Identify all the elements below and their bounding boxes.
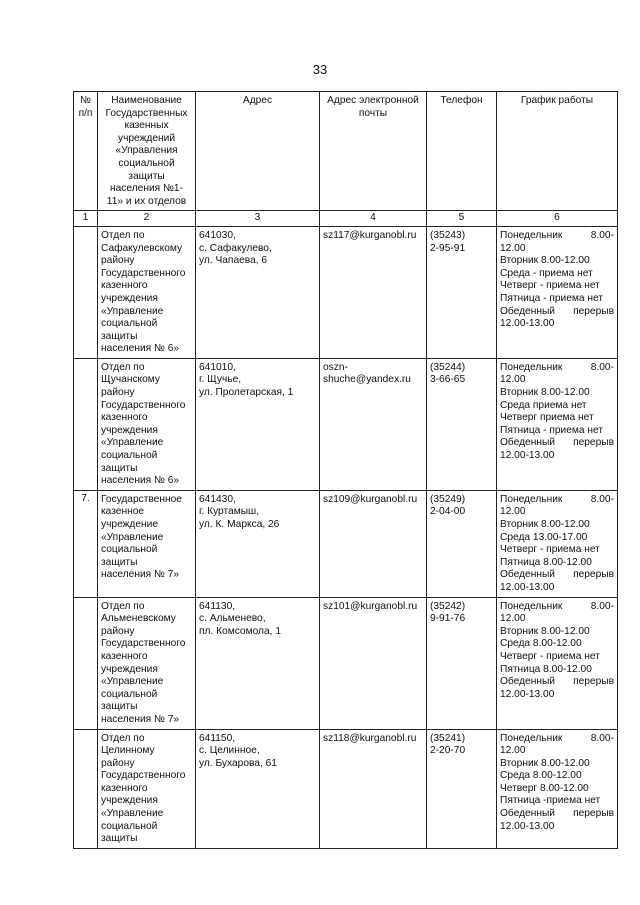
schedule-cell	[497, 490, 618, 597]
row-number	[74, 729, 98, 848]
email-cell	[320, 490, 427, 597]
page-number: 33	[312, 62, 328, 77]
institution-name-line: Государственного	[101, 638, 186, 650]
header-name-text-line: казенных	[124, 120, 169, 132]
schedule-text: Понедельник	[500, 229, 563, 241]
schedule-text: Пятница -приема нет	[500, 795, 601, 807]
institution-name-line: учреждения	[101, 292, 158, 304]
phone-line: (35243)	[430, 229, 466, 241]
institution-name-line: району	[101, 625, 135, 637]
schedule-line	[500, 808, 614, 821]
address	[199, 494, 316, 532]
header-email-text-line: почты	[358, 107, 388, 119]
row-number	[74, 358, 98, 490]
address-cell	[196, 226, 320, 358]
header-name-text-line: социальной	[118, 157, 175, 169]
schedule-text: 12.00-13.00	[500, 820, 555, 832]
header-row	[74, 92, 618, 211]
schedule-text: Вторник 8.00-12.00	[500, 387, 590, 399]
schedule-text: Пятница - приема нет	[500, 292, 604, 304]
phone	[430, 601, 493, 626]
schedule-line	[500, 243, 614, 256]
column-index: 4	[320, 211, 427, 227]
institution-name-line: Государственного	[101, 399, 186, 411]
institution-name-cell	[98, 226, 196, 358]
schedule-line	[500, 506, 614, 519]
institution-name-line: «Управление	[101, 808, 164, 820]
schedule-text: Вторник 8.00-12.00	[500, 255, 590, 267]
schedule-text: Обеденный	[500, 808, 555, 820]
address	[199, 733, 316, 771]
schedule-text: 12.00	[500, 506, 526, 518]
phone-line: 3-66-65	[430, 374, 466, 386]
address-line: ул. Пролетарская, 1	[199, 387, 294, 399]
schedule-text: 12.00	[500, 613, 526, 625]
address-line: ул. Чапаева, 6	[199, 255, 268, 267]
table-body	[74, 226, 618, 848]
schedule-text: Пятница 8.00-12.00	[500, 663, 592, 675]
schedule-line	[500, 821, 614, 834]
schedule-text: перерыв	[573, 808, 614, 820]
header-number-text-line: п/п	[78, 107, 93, 119]
work-schedule	[500, 230, 614, 331]
phone-line: (35249)	[430, 493, 466, 505]
phone-cell	[427, 226, 497, 358]
institution-name-line: Отдел по	[101, 361, 145, 373]
schedule-text: Обеденный	[500, 437, 555, 449]
schedule-text: Среда 13.00-17.00	[500, 531, 588, 543]
header-name-text-line: защиты	[128, 170, 165, 182]
schedule-text: Четверг - приема нет	[500, 650, 600, 662]
institution-name-line: защиты	[101, 330, 138, 342]
phone-line: (35241)	[430, 732, 466, 744]
schedule-text: 8.00-	[590, 732, 614, 744]
schedule-line	[500, 494, 614, 507]
schedule-line	[500, 638, 614, 651]
schedule-text: 12.00	[500, 745, 526, 757]
address-line: с. Сафакулево,	[199, 242, 272, 254]
schedule-line	[500, 745, 614, 758]
schedule-text: 12.00-13.00	[500, 450, 555, 462]
column-index-row	[74, 211, 618, 227]
institution-name-line: казенного	[101, 412, 148, 424]
address	[199, 601, 316, 639]
schedule-text: Понедельник	[500, 493, 563, 505]
address	[199, 362, 316, 400]
schedule-text: Обеденный	[500, 305, 555, 317]
institution-name-line: Отдел по	[101, 600, 145, 612]
institution-name-line: району	[101, 757, 135, 769]
schedule-text: 12.00	[500, 242, 526, 254]
schedule-line	[500, 374, 614, 387]
schedule-line	[500, 425, 614, 438]
schedule-line	[500, 400, 614, 413]
header-phone-text-line: Телефон	[440, 95, 483, 106]
schedule-text: перерыв	[573, 569, 614, 581]
phone	[430, 733, 493, 758]
schedule-text: 12.00-13.00	[500, 318, 555, 330]
header-address-text-line: Адрес	[242, 95, 273, 106]
address-line: с. Целинное,	[199, 745, 260, 757]
address	[199, 230, 316, 268]
phone	[430, 494, 493, 519]
column-index: 6	[497, 211, 618, 227]
schedule-cell	[497, 597, 618, 729]
header-name-text-line: «Управления	[115, 145, 178, 157]
phone	[430, 230, 493, 255]
schedule-text: перерыв	[573, 437, 614, 449]
institution-name-cell	[98, 358, 196, 490]
address-line: ул. Бухарова, 61	[199, 757, 277, 769]
schedule-line	[500, 519, 614, 532]
table-row	[74, 597, 618, 729]
schedule-line	[500, 280, 614, 293]
email-cell	[320, 729, 427, 848]
institution-name-cell	[98, 729, 196, 848]
header-name-text-line: 11» и их отделов	[106, 195, 187, 207]
institution-name-line: Отдел по	[101, 732, 145, 744]
institution-name-line: району	[101, 255, 135, 267]
schedule-text: Пятница - приема нет	[500, 424, 604, 436]
social-protection-table	[73, 91, 618, 849]
email-line: oszn-	[323, 361, 348, 373]
header-name-text-line: Наименование	[111, 95, 182, 106]
header-phone-text	[430, 95, 493, 108]
schedule-line	[500, 664, 614, 677]
schedule-line	[500, 601, 614, 614]
schedule-text: Вторник 8.00-12.00	[500, 757, 590, 769]
schedule-line	[500, 613, 614, 626]
email	[323, 733, 423, 746]
header-name-text	[101, 95, 192, 208]
institution-name-line: социальной	[101, 688, 158, 700]
schedule-line	[500, 783, 614, 796]
schedule-line	[500, 676, 614, 689]
address-line: с. Альменево,	[199, 613, 266, 625]
row-number	[74, 226, 98, 358]
institution-name	[101, 494, 192, 582]
schedule-text: 8.00-	[590, 229, 614, 241]
institution-name-line: Государственного	[101, 770, 186, 782]
address-line: ул. К. Маркса, 26	[199, 519, 280, 530]
institution-name-line: социальной	[101, 318, 158, 330]
column-index: 5	[427, 211, 497, 227]
schedule-line	[500, 651, 614, 664]
schedule-text: 12.00-13.00	[500, 581, 555, 593]
work-schedule	[500, 362, 614, 463]
header-email	[320, 92, 427, 211]
header-address	[196, 92, 320, 211]
address-line: г. Куртамыш,	[199, 506, 260, 518]
header-schedule-text	[500, 95, 614, 108]
schedule-line	[500, 387, 614, 400]
schedule-text: Вторник 8.00-12.00	[500, 519, 590, 530]
schedule-line	[500, 544, 614, 557]
institution-name	[101, 230, 192, 356]
schedule-line	[500, 582, 614, 595]
schedule-line	[500, 450, 614, 463]
schedule-text: Среда 8.00-12.00	[500, 770, 582, 782]
schedule-line	[500, 758, 614, 771]
institution-name-line: учреждение	[101, 519, 159, 530]
phone-cell	[427, 490, 497, 597]
email-cell	[320, 597, 427, 729]
schedule-line	[500, 626, 614, 639]
schedule-line	[500, 293, 614, 306]
address-line: 641030,	[199, 229, 236, 241]
institution-name	[101, 362, 192, 488]
header-number-text-line: №	[80, 95, 91, 106]
schedule-text: Пятница 8.00-12.00	[500, 556, 592, 568]
schedule-text: перерыв	[573, 305, 614, 317]
address-line: 641010,	[199, 361, 236, 373]
institution-name-cell	[98, 490, 196, 597]
table-row	[74, 490, 618, 597]
institution-name-line: казенного	[101, 650, 148, 662]
schedule-line	[500, 306, 614, 319]
institution-name-line: Государственного	[101, 267, 186, 279]
institution-name-line: защиты	[101, 701, 138, 713]
schedule-line	[500, 230, 614, 243]
phone-line: 2-20-70	[430, 745, 466, 757]
institution-name-line: «Управление	[101, 676, 164, 688]
institution-name-line: Государственное	[101, 493, 182, 505]
email-line: shuche@yandex.ru	[323, 374, 411, 386]
institution-name	[101, 733, 192, 846]
schedule-text: 12.00-13.00	[500, 688, 555, 700]
email	[323, 601, 423, 614]
address-line: 641150,	[199, 732, 236, 744]
schedule-line	[500, 795, 614, 808]
table-row	[74, 358, 618, 490]
institution-name-line: учреждения	[101, 663, 158, 675]
institution-name-line: Альменевскому	[101, 613, 176, 625]
schedule-line	[500, 318, 614, 331]
schedule-line	[500, 412, 614, 425]
schedule-line	[500, 557, 614, 570]
header-number	[74, 92, 98, 211]
schedule-line	[500, 569, 614, 582]
header-address-text	[199, 95, 316, 108]
schedule-cell	[497, 226, 618, 358]
institution-name-line: Целинному	[101, 745, 155, 757]
schedule-text: Обеденный	[500, 569, 555, 581]
schedule-line	[500, 689, 614, 702]
institution-name-line: социальной	[101, 544, 158, 556]
column-index: 3	[196, 211, 320, 227]
row-number	[74, 597, 98, 729]
institution-name-line: «Управление	[101, 531, 164, 543]
address-line: г. Щучье,	[199, 374, 242, 386]
schedule-text: 8.00-	[590, 493, 614, 505]
institution-name-cell	[98, 597, 196, 729]
email-line: sz118@kurganobl.ru	[323, 732, 417, 744]
work-schedule	[500, 601, 614, 702]
schedule-text: Обеденный	[500, 676, 555, 688]
schedule-text: Среда 8.00-12.00	[500, 638, 582, 650]
schedule-text: Понедельник	[500, 732, 563, 744]
institution-name-line: населения № 7»	[101, 713, 180, 725]
institution-name-line: социальной	[101, 820, 158, 832]
header-email-text	[323, 95, 423, 120]
schedule-line	[500, 268, 614, 281]
header-email-text-line: Адрес электронной	[327, 95, 419, 106]
header-phone	[427, 92, 497, 211]
header-name	[98, 92, 196, 211]
work-schedule	[500, 494, 614, 595]
table-row	[74, 729, 618, 848]
institution-name-line: казенного	[101, 280, 148, 292]
institution-name-line: Отдел по	[101, 229, 145, 241]
row-number: 7.	[74, 490, 98, 597]
address-line: пл. Комсомола, 1	[199, 625, 281, 637]
institution-name-line: населения № 7»	[101, 569, 180, 581]
header-schedule-text-line: График работы	[520, 95, 594, 106]
column-index: 1	[74, 211, 98, 227]
schedule-text: Среда приема нет	[500, 399, 587, 411]
header-name-text-line: учреждений	[117, 132, 176, 144]
email-line: sz117@kurganobl.ru	[323, 229, 417, 241]
header-schedule	[497, 92, 618, 211]
schedule-text: Понедельник	[500, 361, 563, 373]
schedule-text: перерыв	[573, 676, 614, 688]
schedule-line	[500, 532, 614, 545]
institution-name-line: «Управление	[101, 437, 164, 449]
address-cell	[196, 358, 320, 490]
header-name-text-line: населения №1-	[110, 183, 183, 195]
schedule-text: Четверг 8.00-12.00	[500, 782, 589, 794]
schedule-text: Четверг - приема нет	[500, 280, 600, 292]
institution-name-line: защиты	[101, 462, 138, 474]
phone-cell	[427, 597, 497, 729]
institution-name-line: Щучанскому	[101, 374, 161, 386]
phone-line: 9-91-76	[430, 613, 466, 625]
institution-name-line: социальной	[101, 450, 158, 462]
phone-line: 2-04-00	[430, 506, 466, 518]
work-schedule	[500, 733, 614, 834]
email	[323, 362, 423, 387]
phone	[430, 362, 493, 387]
schedule-cell	[497, 729, 618, 848]
address-cell	[196, 729, 320, 848]
institution-name-line: «Управление	[101, 305, 164, 317]
schedule-text: Среда - приема нет	[500, 267, 593, 279]
schedule-line	[500, 437, 614, 450]
schedule-text: Четверг - приема нет	[500, 544, 600, 556]
address-cell	[196, 597, 320, 729]
email	[323, 494, 423, 507]
email-cell	[320, 226, 427, 358]
institution-name-line: защиты	[101, 556, 138, 568]
email-line: sz109@kurganobl.ru	[323, 493, 418, 505]
institution-name-line: району	[101, 387, 135, 399]
header-name-text-line: Государственных	[105, 107, 188, 119]
institution-name-line: учреждения	[101, 424, 158, 436]
schedule-line	[500, 362, 614, 375]
header-number-text	[77, 95, 94, 120]
schedule-line	[500, 255, 614, 268]
column-index: 2	[98, 211, 196, 227]
phone-line: (35244)	[430, 361, 466, 373]
schedule-text: Вторник 8.00-12.00	[500, 625, 590, 637]
email-line: sz101@kurganobl.ru	[323, 600, 418, 612]
institution-name-line: населения № 6»	[101, 475, 180, 487]
institution-name-line: Сафакулевскому	[101, 242, 183, 254]
address-cell	[196, 490, 320, 597]
phone-line: 2-95-91	[430, 242, 466, 254]
phone-line: (35242)	[430, 600, 466, 612]
institution-name-line: защиты	[101, 833, 138, 845]
schedule-text: 8.00-	[590, 600, 614, 612]
institution-name	[101, 601, 192, 727]
email-cell	[320, 358, 427, 490]
email	[323, 230, 423, 243]
schedule-text: 8.00-	[590, 361, 614, 373]
address-line: 641430,	[199, 493, 236, 505]
schedule-cell	[497, 358, 618, 490]
institution-name-line: казенного	[101, 782, 148, 794]
phone-cell	[427, 358, 497, 490]
schedule-text: 12.00	[500, 374, 526, 386]
institution-name-line: учреждения	[101, 795, 158, 807]
phone-cell	[427, 729, 497, 848]
table-row	[74, 226, 618, 358]
address-line: 641130,	[199, 600, 236, 612]
schedule-line	[500, 770, 614, 783]
institution-name-line: населения № 6»	[101, 343, 180, 355]
schedule-text: Четверг приема нет	[500, 412, 594, 424]
schedule-text: Понедельник	[500, 600, 563, 612]
institution-name-line: казенное	[101, 506, 145, 518]
schedule-line	[500, 733, 614, 746]
